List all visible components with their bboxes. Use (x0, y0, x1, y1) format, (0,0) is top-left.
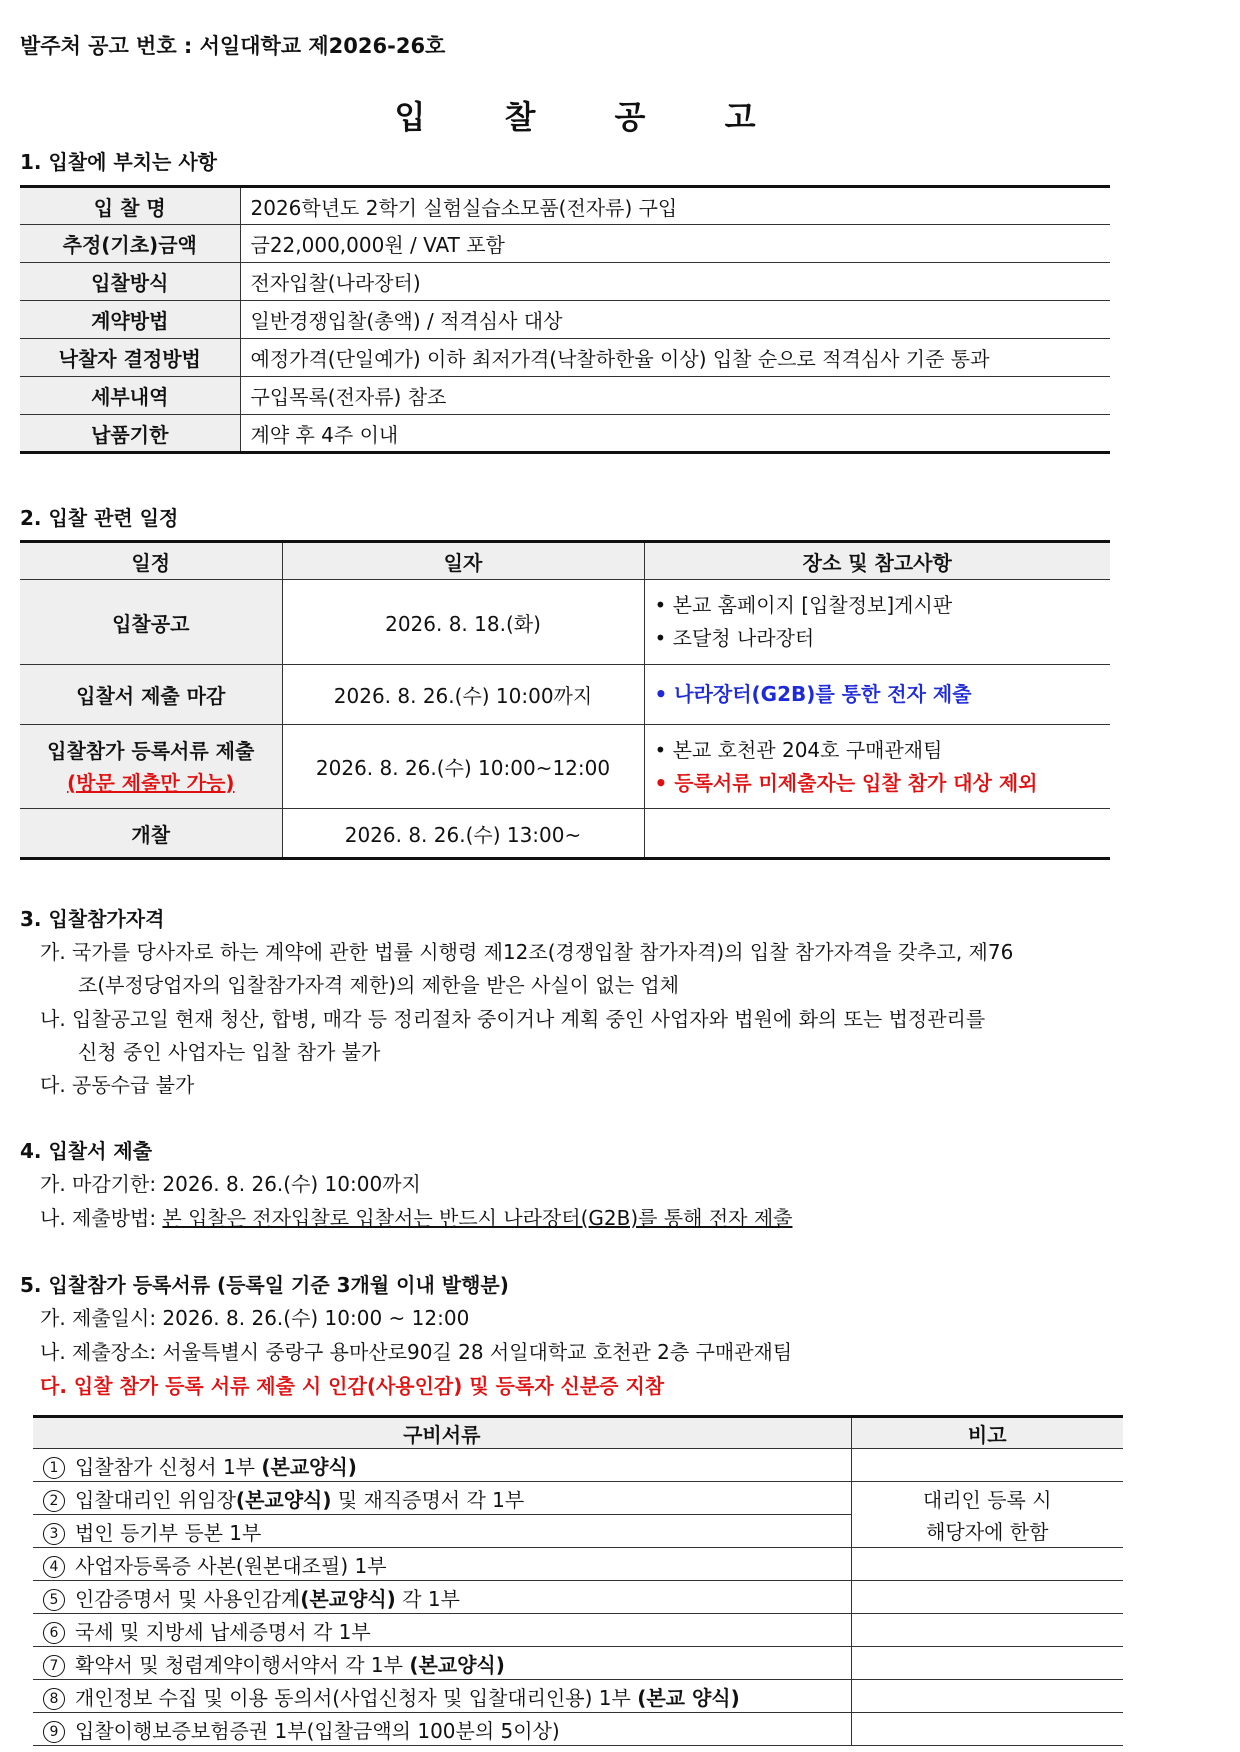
qualification-item: 나. 입찰공고일 현재 청산, 합병, 매각 등 정리절차 중이거나 계획 중인 사업자와 법원에 화의 또는 법정관리를 (40, 1007, 986, 1031)
table-row (33, 1449, 1123, 1482)
table-row (20, 415, 1110, 453)
table-row (33, 1581, 1123, 1614)
qualification-item: 다. 공동수급 불가 (40, 1073, 195, 1097)
qualification-item-cont: 신청 중인 사업자는 입찰 참가 불가 (78, 1040, 381, 1064)
row-key: 입찰방식 (20, 263, 240, 301)
submission-method (40, 1202, 792, 1231)
section-5-heading: 5. 입찰참가 등록서류 (등록일 기준 3개월 이내 발행분) (20, 1273, 509, 1297)
row-value: 2026학년도 2학기 실험실습소모품(전자류) 구입 (240, 187, 1110, 225)
schedule-table (20, 540, 1110, 860)
item-number: 2 (43, 1490, 65, 1512)
table-row (20, 301, 1110, 339)
column-header: 일자 (282, 542, 644, 580)
section-3-heading: 3. 입찰참가자격 (20, 907, 165, 931)
row-value: 금22,000,000원 / VAT 포함 (240, 225, 1110, 263)
document-item: 2 입찰대리인 위임장(본교양식) 및 재직증명서 각 1부 (33, 1482, 851, 1515)
table-row (33, 1515, 1123, 1548)
column-header: 구비서류 (33, 1417, 851, 1449)
row-value: 구입목록(전자류) 참조 (240, 377, 1110, 415)
document-item: 4 사업자등록증 사본(원본대조필) 1부 (33, 1548, 851, 1581)
row-key: 납품기한 (20, 415, 240, 453)
item-number: 8 (43, 1688, 65, 1710)
item-number: 6 (43, 1622, 65, 1644)
schedule-notes (644, 580, 1110, 665)
table-header-row (33, 1417, 1123, 1449)
note-line: • 본교 홈페이지 [입찰정보]게시판 (654, 593, 953, 617)
schedule-event: 입찰서 제출 마감 (20, 665, 282, 725)
event-sub-label: (방문 제출만 가능) (67, 770, 235, 795)
registration-date: 가. 제출일시: 2026. 8. 26.(수) 10:00 ~ 12:00 (40, 1306, 470, 1330)
remark-cell (851, 1614, 1123, 1647)
qualification-item-cont: 조(부정당업자의 입찰참가자격 제한)의 제한을 받은 사실이 없는 업체 (78, 973, 680, 997)
submission-method-label: 나. 제출방법: (40, 1206, 163, 1230)
row-key: 계약방법 (20, 301, 240, 339)
notice-number: 발주처 공고 번호 : 서일대학교 제2026-26호 (20, 34, 446, 58)
item-number: 3 (43, 1523, 65, 1545)
schedule-notes (644, 725, 1110, 809)
column-header: 장소 및 참고사항 (644, 542, 1110, 580)
table-row (20, 263, 1110, 301)
table-row (33, 1482, 1123, 1515)
remark-cell (851, 1548, 1123, 1581)
required-documents-table (33, 1415, 1123, 1746)
row-value: 계약 후 4주 이내 (250, 422, 399, 447)
table-row (20, 225, 1110, 263)
table-header-row (20, 542, 1110, 580)
note-line: • 본교 호천관 204호 구매관재팀 (654, 737, 943, 762)
remark-cell (851, 1581, 1123, 1614)
bid-summary-table (20, 185, 1110, 454)
table-row (20, 725, 1110, 809)
column-header: 비고 (851, 1417, 1123, 1449)
document-item: 3 법인 등기부 등본 1부 (33, 1515, 851, 1548)
schedule-event: 개찰 (20, 809, 282, 859)
schedule-notes (644, 809, 1110, 859)
note-line-emphasis: • 나라장터(G2B)를 통한 전자 제출 (654, 682, 972, 706)
table-row (20, 809, 1110, 859)
schedule-date: 2026. 8. 26.(수) 10:00까지 (282, 665, 644, 725)
submission-deadline: 가. 마감기한: 2026. 8. 26.(수) 10:00까지 (40, 1172, 421, 1196)
submission-method-text: 본 입찰은 전자입찰로 입찰서는 반드시 나라장터(G2B)를 통해 전자 제출 (162, 1206, 793, 1230)
column-header: 일정 (20, 542, 282, 580)
remark-cell (851, 1680, 1123, 1713)
item-number: 1 (43, 1457, 65, 1479)
registration-warning: 다. 입찰 참가 등록 서류 제출 시 인감(사용인감) 및 등록자 신분증 지참 (40, 1374, 665, 1398)
section-1-heading: 1. 입찰에 부치는 사항 (20, 150, 217, 174)
schedule-notes (644, 665, 1110, 725)
table-row (33, 1680, 1123, 1713)
schedule-event: 입찰공고 (20, 580, 282, 665)
table-row (33, 1713, 1123, 1746)
row-value: 일반경쟁입찰(총액) / 적격심사 대상 (240, 301, 1110, 339)
section-2-heading: 2. 입찰 관련 일정 (20, 506, 179, 530)
event-label: 입찰참가 등록서류 제출 (47, 738, 255, 763)
registration-place: 나. 제출장소: 서울특별시 중랑구 용마산로90길 28 서일대학교 호천관 2층 구매관재팀 (40, 1340, 793, 1364)
note-line-warning: • 등록서류 미제출자는 입찰 참가 대상 제외 (654, 770, 1038, 795)
schedule-date: 2026. 8. 26.(수) 13:00~ (282, 809, 644, 859)
row-key: 낙찰자 결정방법 (20, 339, 240, 377)
table-row (20, 665, 1110, 725)
document-item: 9 입찰이행보증보험증권 1부(입찰금액의 100분의 5이상) (33, 1713, 851, 1746)
document-item: 8 개인정보 수집 및 이용 동의서(사업신청자 및 입찰대리인용) 1부 (본교 양식) (33, 1680, 851, 1713)
row-key: 입 찰 명 (20, 187, 240, 225)
row-key: 추정(기초)금액 (20, 225, 240, 263)
table-row (20, 187, 1110, 225)
remark-cell: 해당자에 한함 (851, 1515, 1123, 1548)
page-title: 입 찰 공 고 (394, 98, 790, 136)
row-value: 전자입찰(나라장터) (240, 263, 1110, 301)
table-row (33, 1614, 1123, 1647)
document-item: 1 입찰참가 신청서 1부 (본교양식) (33, 1449, 851, 1482)
item-number: 9 (43, 1721, 65, 1743)
schedule-date: 2026. 8. 18.(화) (282, 580, 644, 665)
remark-cell (851, 1647, 1123, 1680)
item-number: 4 (43, 1556, 65, 1578)
schedule-date: 2026. 8. 26.(수) 10:00~12:00 (282, 725, 644, 809)
note-line: • 조달청 나라장터 (654, 626, 815, 650)
item-number: 7 (43, 1655, 65, 1677)
remark-cell: 대리인 등록 시 (922, 1487, 1052, 1512)
document-item: 6 국세 및 지방세 납세증명서 각 1부 (33, 1614, 851, 1647)
table-row (33, 1647, 1123, 1680)
remark-cell (851, 1713, 1123, 1746)
item-number: 5 (43, 1589, 65, 1611)
section-4-heading: 4. 입찰서 제출 (20, 1139, 153, 1163)
table-row (20, 580, 1110, 665)
schedule-event (20, 725, 282, 809)
table-row (20, 339, 1110, 377)
document-item: 5 인감증명서 및 사용인감계(본교양식) 각 1부 (33, 1581, 851, 1614)
row-key: 세부내역 (20, 377, 240, 415)
remark-cell (851, 1449, 1123, 1482)
qualification-item: 가. 국가를 당사자로 하는 계약에 관한 법률 시행령 제12조(경쟁입찰 참가자격)의 입찰 참가자격을 갖추고, 제76 (40, 940, 1014, 964)
document-item: 7 확약서 및 청렴계약이행서약서 각 1부 (본교양식) (33, 1647, 851, 1680)
row-value: 예정가격(단일예가) 이하 최저가격(낙찰하한율 이상) 입찰 순으로 적격심사 기준 통과 (240, 339, 1110, 377)
table-row (33, 1548, 1123, 1581)
table-row (20, 377, 1110, 415)
